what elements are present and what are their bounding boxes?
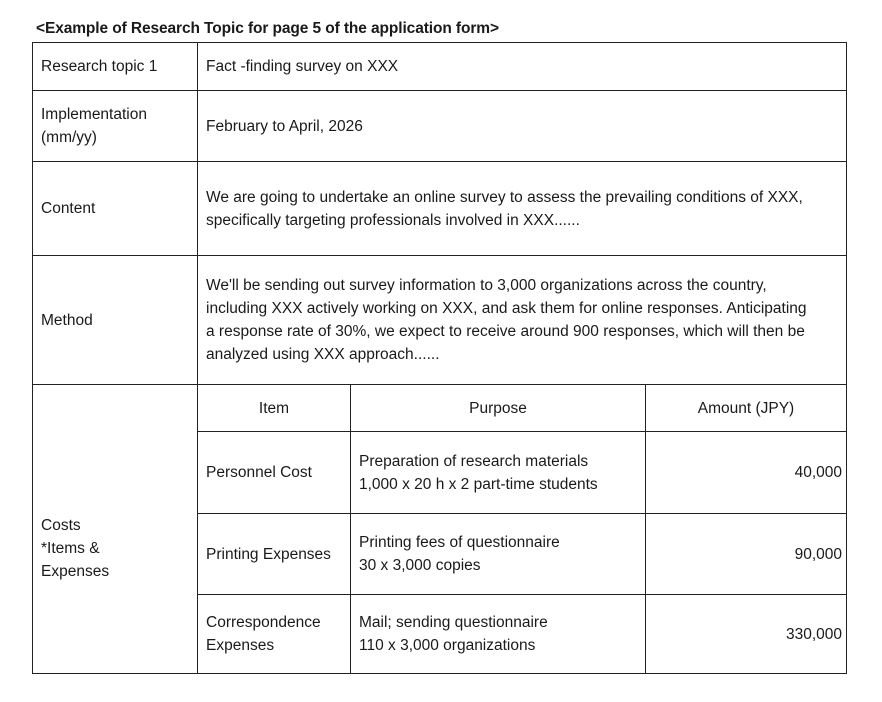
costs-label: Costs *Items & Expenses: [41, 516, 110, 580]
content-label: Content: [41, 200, 96, 217]
cost-item-name: Personnel Cost: [206, 464, 312, 481]
cost-item-purpose: Printing fees of questionnaire 30 x 3,000 copies: [359, 534, 560, 574]
costs-header-purpose: Purpose: [469, 399, 527, 417]
page-title: <Example of Research Topic for page 5 of the application form>: [36, 20, 499, 37]
topic-value: Fact -finding survey on XXX: [206, 58, 399, 75]
topic-label: Research topic 1: [41, 58, 158, 75]
implementation-label: Implementation (mm/yy): [41, 106, 147, 146]
cost-item-amount: 40,000: [794, 464, 842, 481]
cost-item-purpose: Preparation of research materials 1,000 x 20 h x 2 part-time students: [359, 452, 598, 493]
method-label: Method: [41, 311, 93, 329]
cost-item-name: Printing Expenses: [206, 545, 331, 563]
table-border-right: [846, 42, 847, 674]
cost-item-name: Correspondence Expenses: [206, 614, 321, 654]
costs-header-item: Item: [258, 399, 290, 417]
cost-item-purpose: Mail; sending questionnaire 110 x 3,000 organizations: [359, 614, 548, 654]
table-border-left: [32, 42, 33, 674]
cost-item-amount: 90,000: [794, 545, 842, 563]
content-value: We are going to undertake an online survey to assess the prevailing conditions of XXX, specifically targeting professionals involved in XXX......: [206, 188, 803, 229]
cost-item-amount: 330,000: [785, 625, 842, 643]
method-value: We'll be sending out survey information to 3,000 organizations across the country, including XXX actively working on XXX, and ask them for online responses. Anticipating a response rate of 30%, we expect to receive around 900 responses, which will then be analyzed using XXX approach......: [206, 277, 807, 363]
implementation-value: February to April, 2026: [206, 117, 363, 135]
research-topic-table: [32, 42, 847, 674]
column-divider: [197, 42, 198, 674]
costs-header-amount: Amount (JPY): [697, 399, 795, 417]
table-border-bottom: [32, 673, 847, 674]
